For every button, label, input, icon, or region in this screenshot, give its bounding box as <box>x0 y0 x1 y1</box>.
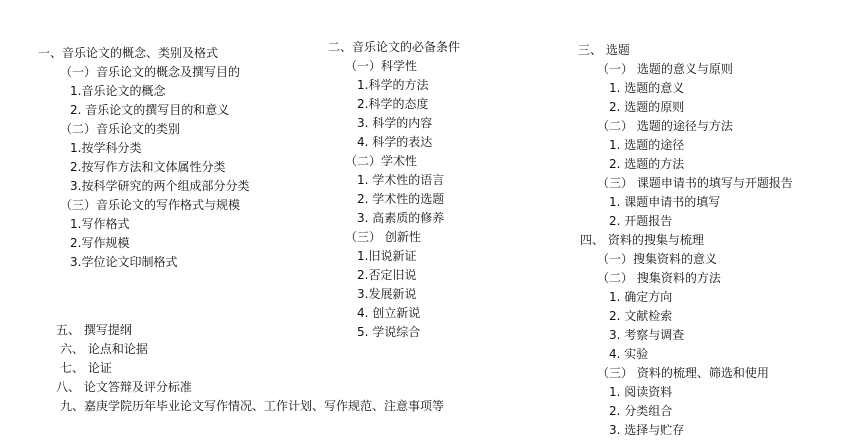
section-heading: （一）科学性 <box>345 59 418 73</box>
outline-item: 3.按科学研究的两个组成部分分类 <box>70 179 250 193</box>
outline-item: 2.否定旧说 <box>357 268 417 282</box>
outline-item: 4. 科学的表达 <box>357 135 433 149</box>
chapter-1-heading: 一、音乐论文的概念、类别及格式 <box>38 46 219 60</box>
outline-item: 1.音乐论文的概念 <box>70 84 166 98</box>
outline-item: 4. 实验 <box>609 347 649 361</box>
chapter-3-heading: 三、 选题 <box>578 43 630 57</box>
chapter-2-heading: 二、音乐论文的必备条件 <box>328 40 461 54</box>
section-heading: （一）音乐论文的概念及撰写目的 <box>60 65 241 79</box>
section-heading: （三）音乐论文的写作格式与规模 <box>60 198 241 212</box>
outline-item: 1.旧说新证 <box>357 249 417 263</box>
chapter-6-heading: 六、 论点和论据 <box>60 342 148 356</box>
outline-item: 5. 学说综合 <box>357 325 421 339</box>
outline-item: 2. 选题的方法 <box>609 157 685 171</box>
chapter-8-heading: 八、 论文答辩及评分标准 <box>56 380 192 394</box>
outline-item: 2. 音乐论文的撰写目的和意义 <box>70 103 230 117</box>
chapter-4-heading: 四、 资料的搜集与梳理 <box>580 233 704 247</box>
outline-item: 2. 学术性的选题 <box>357 192 445 206</box>
outline-item: 3.学位论文印制格式 <box>70 255 178 269</box>
outline-item: 4. 创立新说 <box>357 306 421 320</box>
section-heading: （三） 课题申请书的填写与开题报告 <box>597 176 793 190</box>
section-heading: （二） 搜集资料的方法 <box>597 271 721 285</box>
outline-item: 2. 开题报告 <box>609 214 673 228</box>
section-heading: （一）搜集资料的意义 <box>597 252 718 266</box>
outline-item: 2. 选题的原则 <box>609 100 685 114</box>
outline-item: 2. 分类组合 <box>609 404 673 418</box>
section-heading: （三） 创新性 <box>345 230 421 244</box>
outline-item: 1. 阅读资料 <box>609 385 673 399</box>
outline-item: 1. 选题的途径 <box>609 138 685 152</box>
outline-item: 1.科学的方法 <box>357 78 429 92</box>
outline-item: 3. 选择与贮存 <box>609 423 685 437</box>
outline-item: 3.发展新说 <box>357 287 417 301</box>
outline-item: 1. 确定方向 <box>609 290 673 304</box>
outline-item: 3. 高素质的修养 <box>357 211 445 225</box>
outline-item: 1. 选题的意义 <box>609 81 685 95</box>
section-heading: （二） 选题的途径与方法 <box>597 119 733 133</box>
section-heading: （二）学术性 <box>345 154 418 168</box>
outline-item: 3. 科学的内容 <box>357 116 433 130</box>
outline-item: 2.写作规模 <box>70 236 130 250</box>
outline-item: 2.科学的态度 <box>357 97 429 111</box>
chapter-9-heading: 九、嘉庚学院历年毕业论文写作情况、工作计划、写作规范、注意事项等 <box>60 399 445 413</box>
section-heading: （三） 资料的梳理、筛选和使用 <box>597 366 769 380</box>
outline-item: 1. 学术性的语言 <box>357 173 445 187</box>
outline-item: 1. 课题申请书的填写 <box>609 195 721 209</box>
outline-item: 1.按学科分类 <box>70 141 142 155</box>
section-heading: （一） 选题的意义与原则 <box>597 62 733 76</box>
outline-item: 1.写作格式 <box>70 217 130 231</box>
chapter-7-heading: 七、 论证 <box>60 361 112 375</box>
outline-item: 3. 考察与调查 <box>609 328 685 342</box>
outline-item: 2.按写作方法和文体属性分类 <box>70 160 226 174</box>
chapter-5-heading: 五、 撰写提纲 <box>56 323 132 337</box>
section-heading: （二）音乐论文的类别 <box>60 122 181 136</box>
outline-item: 2. 文献检索 <box>609 309 673 323</box>
